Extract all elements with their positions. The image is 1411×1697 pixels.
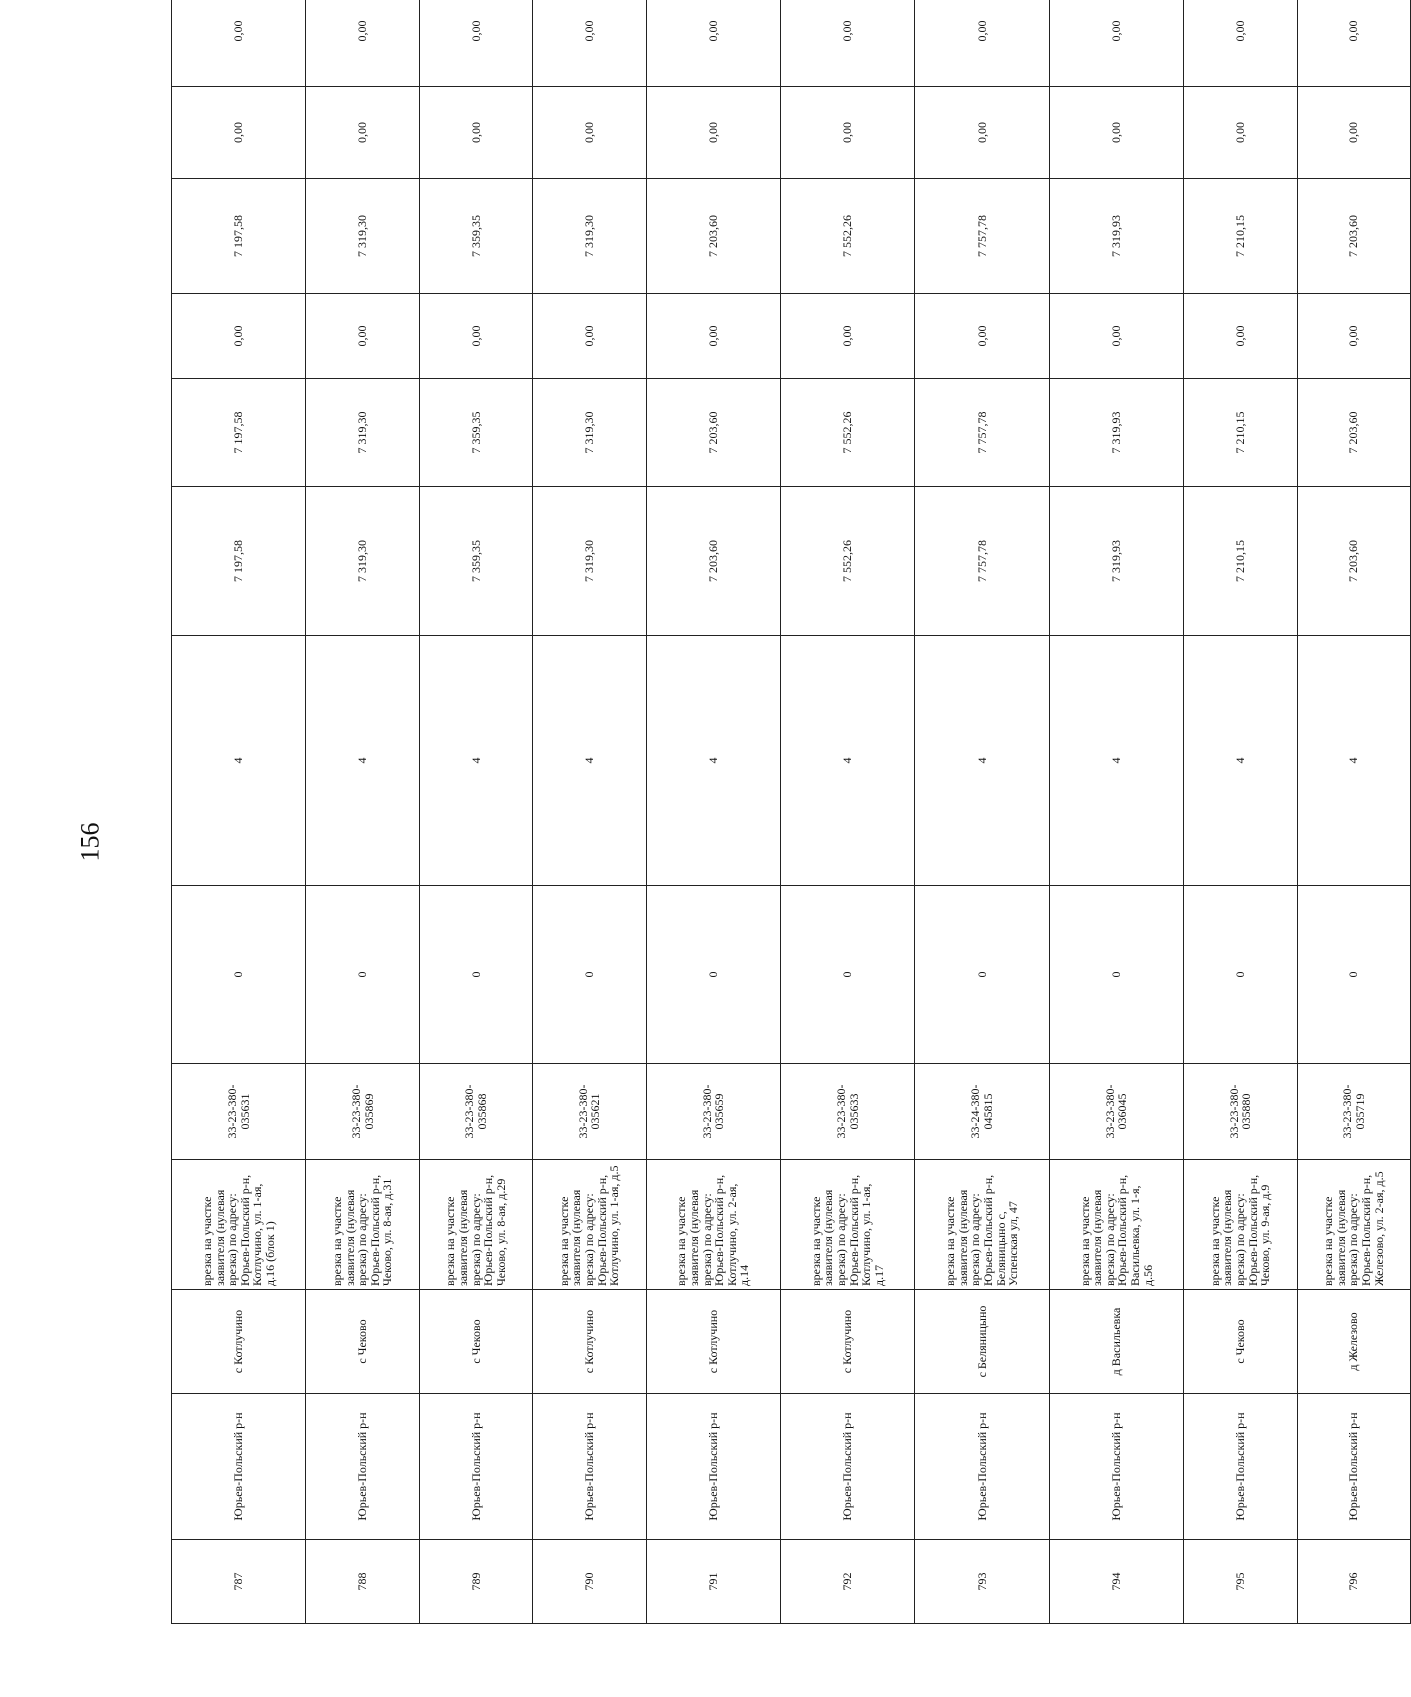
amount-cell-5: 0,00 bbox=[1297, 87, 1410, 179]
amount-cell-4: 7 359,35 bbox=[419, 179, 532, 294]
amount-cell-5: 0,00 bbox=[1049, 87, 1183, 179]
category-cell: 4 bbox=[533, 636, 646, 886]
cadastral-number-cell: 33-23-380-035621 bbox=[533, 1064, 646, 1160]
count-cell: 0 bbox=[1184, 886, 1297, 1064]
amount-cell-1: 7 210,15 bbox=[1184, 487, 1297, 636]
category-cell: 4 bbox=[172, 636, 306, 886]
amount-cell-1: 7 552,26 bbox=[780, 487, 914, 636]
row-number-cell: 789 bbox=[419, 1540, 532, 1624]
amount-cell-6: 0,00 bbox=[646, 0, 780, 87]
amount-cell-3: 0,00 bbox=[780, 294, 914, 379]
amount-cell-3: 0,00 bbox=[646, 294, 780, 379]
amount-cell-5: 0,00 bbox=[419, 87, 532, 179]
amount-cell-6: 0,00 bbox=[780, 0, 914, 87]
table-frame bbox=[171, 20, 1411, 1624]
description-cell: врезка на участке заявителя (нулевая врезка) по адресу: Юрьев-Польский р-н, Котлучино, ул. 2-ая, д.14 bbox=[646, 1160, 780, 1290]
district-cell: Юрьев-Польский р-н bbox=[915, 1394, 1049, 1540]
row-number-cell: 787 bbox=[172, 1540, 306, 1624]
amount-cell-3: 0,00 bbox=[1049, 294, 1183, 379]
table-row bbox=[780, 0, 914, 1624]
rotated-table-container bbox=[171, 20, 1411, 1624]
amount-cell-1: 7 319,30 bbox=[533, 487, 646, 636]
count-cell: 0 bbox=[306, 886, 419, 1064]
cadastral-number-cell: 33-23-380-035868 bbox=[419, 1064, 532, 1160]
amount-cell-6: 0,00 bbox=[172, 0, 306, 87]
description-cell: врезка на участке заявителя (нулевая врезка) по адресу: Юрьев-Польский р-н, Котлучино, ул. 1-ая, д.17 bbox=[780, 1160, 914, 1290]
table-row bbox=[1184, 0, 1297, 1624]
table-row bbox=[1049, 0, 1183, 1624]
amount-cell-4: 7 203,60 bbox=[1297, 179, 1410, 294]
cadastral-number-cell: 33-23-380-035631 bbox=[172, 1064, 306, 1160]
district-cell: Юрьев-Польский р-н bbox=[1184, 1394, 1297, 1540]
amount-cell-3: 0,00 bbox=[419, 294, 532, 379]
row-number-cell: 794 bbox=[1049, 1540, 1183, 1624]
page-number bbox=[70, 812, 110, 872]
locality-cell: д Васильевка bbox=[1049, 1290, 1183, 1394]
amount-cell-6: 0,00 bbox=[1049, 0, 1183, 87]
district-cell: Юрьев-Польский р-н bbox=[533, 1394, 646, 1540]
amount-cell-2: 7 210,15 bbox=[1184, 379, 1297, 487]
locality-cell: с Котлучино bbox=[172, 1290, 306, 1394]
amount-cell-4: 7 210,15 bbox=[1184, 179, 1297, 294]
description-cell: врезка на участке заявителя (нулевая врезка) по адресу: Юрьев-Польский р-н, Васильевка, ул. 1-я, д.56 bbox=[1049, 1160, 1183, 1290]
table-row bbox=[306, 0, 419, 1624]
amount-cell-2: 7 319,30 bbox=[306, 379, 419, 487]
locality-cell: с Котлучино bbox=[646, 1290, 780, 1394]
amount-cell-6: 0,00 bbox=[419, 0, 532, 87]
amount-cell-1: 7 359,35 bbox=[419, 487, 532, 636]
amount-cell-3: 0,00 bbox=[306, 294, 419, 379]
description-cell: врезка на участке заявителя (нулевая врезка) по адресу: Юрьев-Польский р-н, Беляницыно с, Успенская ул, 47 bbox=[915, 1160, 1049, 1290]
amount-cell-4: 7 197,58 bbox=[172, 179, 306, 294]
locality-cell: с Котлучино bbox=[533, 1290, 646, 1394]
locality-cell: с Котлучино bbox=[780, 1290, 914, 1394]
amount-cell-2: 7 757,78 bbox=[915, 379, 1049, 487]
cadastral-number-cell: 33-23-380-035633 bbox=[780, 1064, 914, 1160]
count-cell: 0 bbox=[1049, 886, 1183, 1064]
locality-cell: с Чеково bbox=[419, 1290, 532, 1394]
amount-cell-5: 0,00 bbox=[533, 87, 646, 179]
district-cell: Юрьев-Польский р-н bbox=[1297, 1394, 1410, 1540]
amount-cell-2: 7 203,60 bbox=[646, 379, 780, 487]
category-cell: 4 bbox=[306, 636, 419, 886]
amount-cell-1: 7 757,78 bbox=[915, 487, 1049, 636]
district-cell: Юрьев-Польский р-н bbox=[646, 1394, 780, 1540]
amount-cell-5: 0,00 bbox=[172, 87, 306, 179]
cadastral-number-cell: 33-23-380-035880 bbox=[1184, 1064, 1297, 1160]
count-cell: 0 bbox=[780, 886, 914, 1064]
table-row bbox=[533, 0, 646, 1624]
amount-cell-2: 7 359,35 bbox=[419, 379, 532, 487]
locality-cell: с Чеково bbox=[306, 1290, 419, 1394]
category-cell: 4 bbox=[915, 636, 1049, 886]
count-cell: 0 bbox=[419, 886, 532, 1064]
table-row bbox=[1297, 0, 1410, 1624]
amount-cell-4: 7 319,30 bbox=[533, 179, 646, 294]
amount-cell-2: 7 203,60 bbox=[1297, 379, 1410, 487]
amount-cell-5: 0,00 bbox=[915, 87, 1049, 179]
amount-cell-2: 7 552,26 bbox=[780, 379, 914, 487]
amount-cell-4: 7 552,26 bbox=[780, 179, 914, 294]
category-cell: 4 bbox=[1184, 636, 1297, 886]
description-cell: врезка на участке заявителя (нулевая врезка) по адресу: Юрьев-Польский р-н, Котлучино, ул. 1-ая, д.16 (блок 1) bbox=[172, 1160, 306, 1290]
description-cell: врезка на участке заявителя (нулевая врезка) по адресу: Юрьев-Польский р-н, Чеково, ул. 8-ая, д.29 bbox=[419, 1160, 532, 1290]
amount-cell-4: 7 319,30 bbox=[306, 179, 419, 294]
row-number-cell: 790 bbox=[533, 1540, 646, 1624]
category-cell: 4 bbox=[1049, 636, 1183, 886]
amount-cell-6: 0,00 bbox=[306, 0, 419, 87]
district-cell: Юрьев-Польский р-н bbox=[172, 1394, 306, 1540]
amount-cell-6: 0,00 bbox=[1297, 0, 1410, 87]
count-cell: 0 bbox=[915, 886, 1049, 1064]
amount-cell-6: 0,00 bbox=[533, 0, 646, 87]
category-cell: 4 bbox=[419, 636, 532, 886]
amount-cell-3: 0,00 bbox=[533, 294, 646, 379]
page-number-text: 156 bbox=[75, 822, 104, 862]
description-cell: врезка на участке заявителя (нулевая врезка) по адресу: Юрьев-Польский р-н, Чеково, ул. 9-ая, д.9 bbox=[1184, 1160, 1297, 1290]
table-row bbox=[172, 0, 306, 1624]
category-cell: 4 bbox=[1297, 636, 1410, 886]
amount-cell-4: 7 203,60 bbox=[646, 179, 780, 294]
row-number-cell: 796 bbox=[1297, 1540, 1410, 1624]
amount-cell-1: 7 203,60 bbox=[1297, 487, 1410, 636]
table-row bbox=[419, 0, 532, 1624]
table-row bbox=[646, 0, 780, 1624]
description-cell: врезка на участке заявителя (нулевая врезка) по адресу: Юрьев-Польский р-н, Чеково, ул. 8-ая, д.31 bbox=[306, 1160, 419, 1290]
cadastral-number-cell: 33-24-380-045815 bbox=[915, 1064, 1049, 1160]
amount-cell-1: 7 203,60 bbox=[646, 487, 780, 636]
count-cell: 0 bbox=[646, 886, 780, 1064]
row-number-cell: 788 bbox=[306, 1540, 419, 1624]
amount-cell-3: 0,00 bbox=[1184, 294, 1297, 379]
amount-cell-1: 7 319,93 bbox=[1049, 487, 1183, 636]
amount-cell-6: 0,00 bbox=[1184, 0, 1297, 87]
amount-cell-4: 7 757,78 bbox=[915, 179, 1049, 294]
row-number-cell: 791 bbox=[646, 1540, 780, 1624]
cadastral-number-cell: 33-23-380-035869 bbox=[306, 1064, 419, 1160]
amount-cell-2: 7 197,58 bbox=[172, 379, 306, 487]
description-cell: врезка на участке заявителя (нулевая врезка) по адресу: Юрьев-Польский р-н, Железово, ул. 2-ая, д.5 bbox=[1297, 1160, 1410, 1290]
amount-cell-4: 7 319,93 bbox=[1049, 179, 1183, 294]
amount-cell-3: 0,00 bbox=[172, 294, 306, 379]
count-cell: 0 bbox=[533, 886, 646, 1064]
row-number-cell: 793 bbox=[915, 1540, 1049, 1624]
district-cell: Юрьев-Польский р-н bbox=[1049, 1394, 1183, 1540]
amount-cell-6: 0,00 bbox=[915, 0, 1049, 87]
category-cell: 4 bbox=[646, 636, 780, 886]
category-cell: 4 bbox=[780, 636, 914, 886]
amount-cell-5: 0,00 bbox=[1184, 87, 1297, 179]
locality-cell: с Беляницыно bbox=[915, 1290, 1049, 1394]
amount-cell-5: 0,00 bbox=[646, 87, 780, 179]
locality-cell: с Чеково bbox=[1184, 1290, 1297, 1394]
count-cell: 0 bbox=[172, 886, 306, 1064]
locality-cell: д Железово bbox=[1297, 1290, 1410, 1394]
amount-cell-1: 7 319,30 bbox=[306, 487, 419, 636]
table-row bbox=[915, 0, 1049, 1624]
amount-cell-3: 0,00 bbox=[1297, 294, 1410, 379]
description-cell: врезка на участке заявителя (нулевая врезка) по адресу: Юрьев-Польский р-н, Котлучино, ул. 1-ая, д.5 bbox=[533, 1160, 646, 1290]
amount-cell-5: 0,00 bbox=[306, 87, 419, 179]
amount-cell-1: 7 197,58 bbox=[172, 487, 306, 636]
district-cell: Юрьев-Польский р-н bbox=[780, 1394, 914, 1540]
district-cell: Юрьев-Польский р-н bbox=[419, 1394, 532, 1540]
data-table bbox=[171, 0, 1411, 1624]
amount-cell-3: 0,00 bbox=[915, 294, 1049, 379]
row-number-cell: 792 bbox=[780, 1540, 914, 1624]
cadastral-number-cell: 33-23-380-035719 bbox=[1297, 1064, 1410, 1160]
amount-cell-5: 0,00 bbox=[780, 87, 914, 179]
amount-cell-2: 7 319,93 bbox=[1049, 379, 1183, 487]
cadastral-number-cell: 33-23-380-036045 bbox=[1049, 1064, 1183, 1160]
amount-cell-2: 7 319,30 bbox=[533, 379, 646, 487]
table-body bbox=[172, 0, 1411, 1624]
count-cell: 0 bbox=[1297, 886, 1410, 1064]
district-cell: Юрьев-Польский р-н bbox=[306, 1394, 419, 1540]
cadastral-number-cell: 33-23-380-035659 bbox=[646, 1064, 780, 1160]
row-number-cell: 795 bbox=[1184, 1540, 1297, 1624]
